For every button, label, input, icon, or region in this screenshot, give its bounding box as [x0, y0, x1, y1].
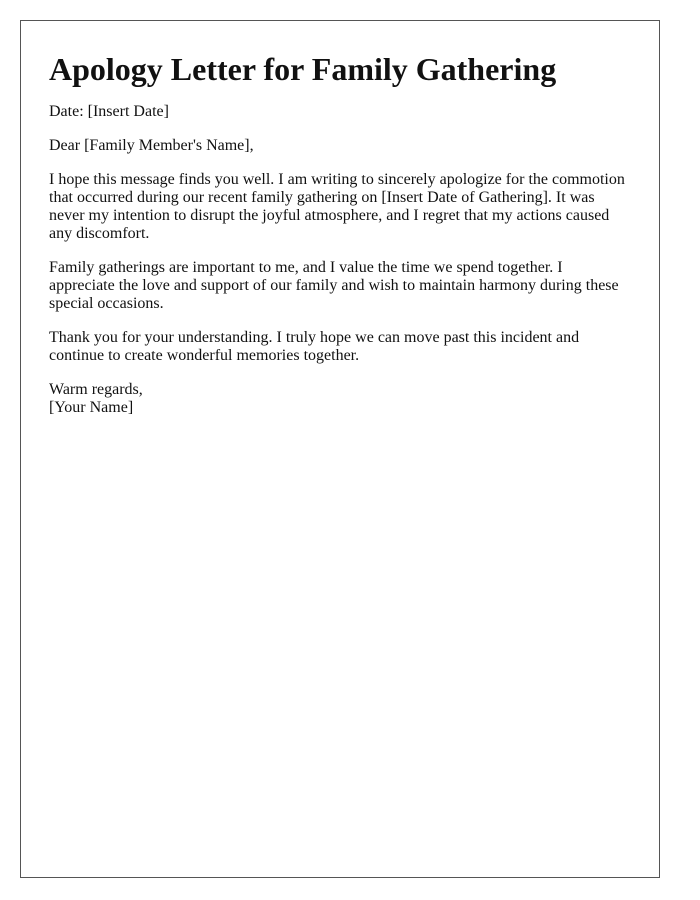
closing-block [49, 381, 631, 417]
salutation: Dear [Family Member's Name], [49, 137, 254, 154]
signature: [Your Name] [49, 399, 134, 416]
body-paragraph-2: Family gatherings are important to me, and I value the time we spend together. I appreciate the love and support of our family and wish to maintain harmony during these special occasions. [49, 259, 619, 312]
closing-phrase: Warm regards, [49, 381, 143, 398]
body-paragraph-3: Thank you for your understanding. I truly hope we can move past this incident and continue to create wonderful memories together. [49, 329, 580, 364]
body-paragraph-1: I hope this message finds you well. I am writing to sincerely apologize for the commotion that occurred during our recent family gathering on [Insert Date of Gathering]. It was never my intention to disrupt the joyful atmosphere, and I regret that my actions caused any discomfort. [49, 171, 625, 242]
date-line: Date: [Insert Date] [49, 103, 169, 120]
letter-page [20, 20, 660, 878]
letter-title: Apology Letter for Family Gathering [49, 51, 557, 87]
